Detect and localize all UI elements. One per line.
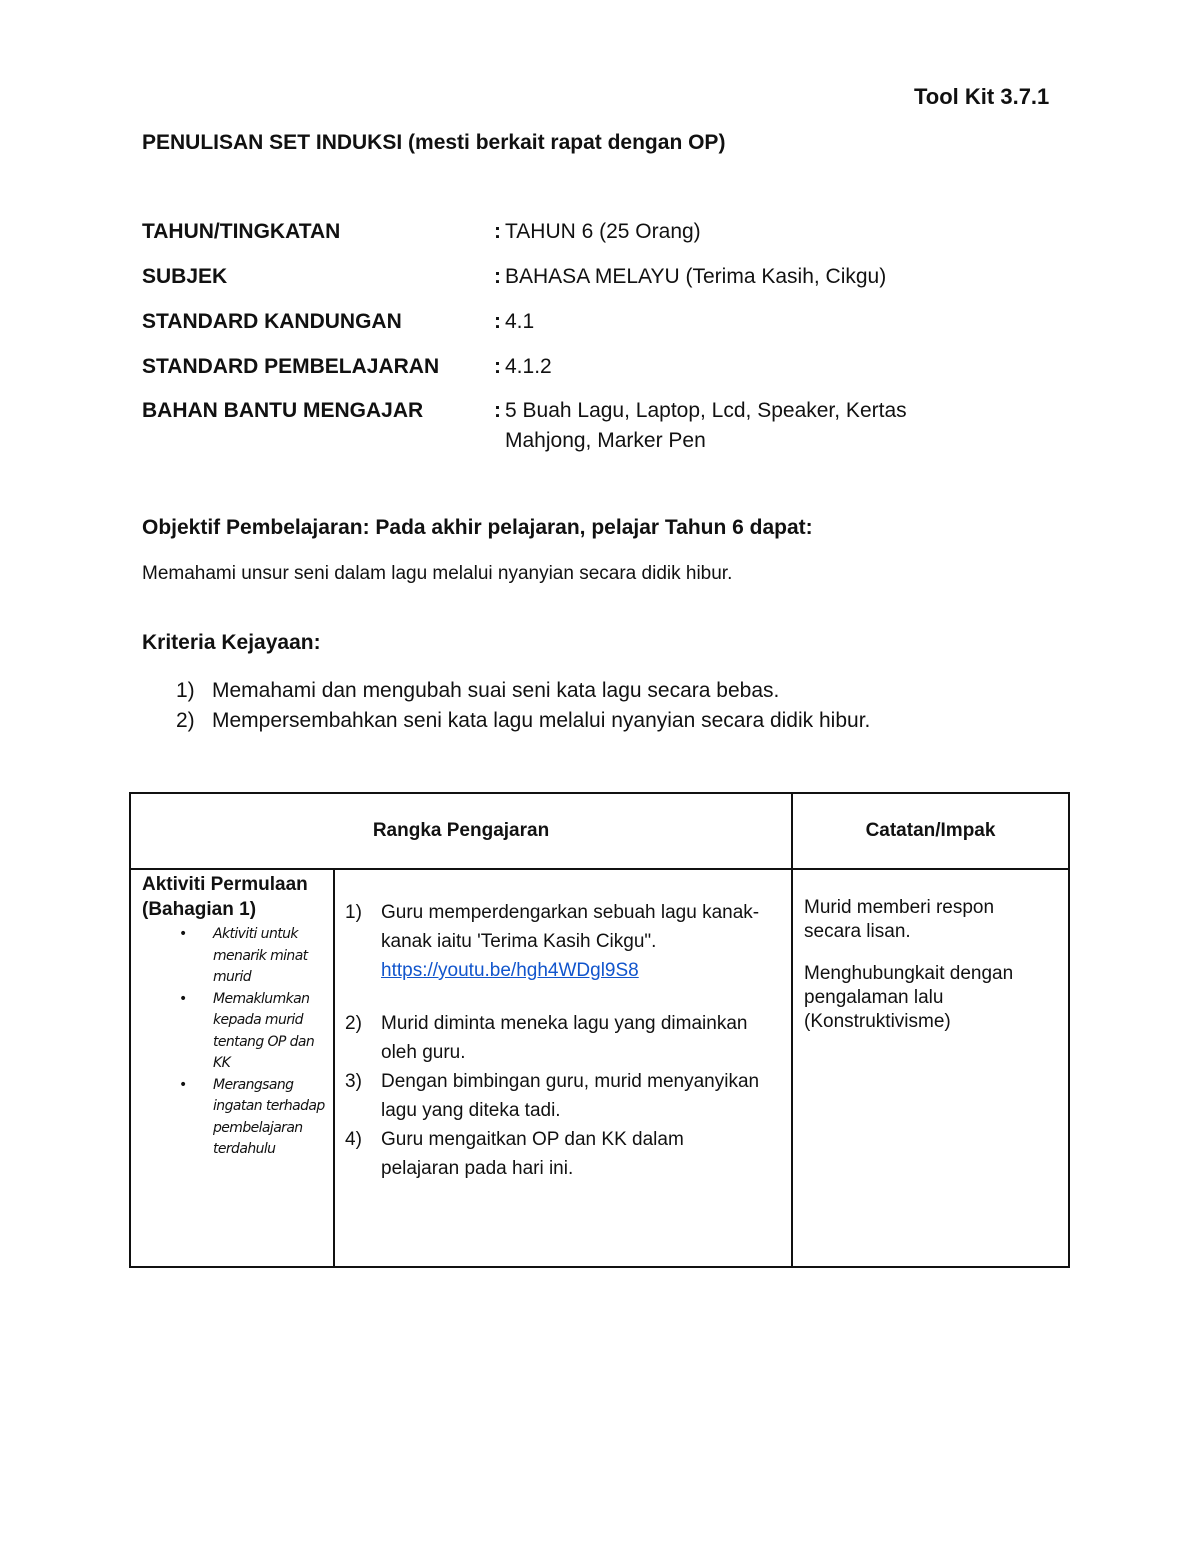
toolkit-label: Tool Kit 3.7.1 xyxy=(914,84,1050,109)
activity-cell xyxy=(130,869,334,1267)
list-number: 2) xyxy=(345,1013,362,1034)
step-text: Guru mengaitkan OP dan KK dalam pelajaran pada hari ini. xyxy=(381,1129,684,1179)
list-number: 1) xyxy=(176,679,195,702)
step-text: Murid diminta meneka lagu yang dimainkan oleh guru. xyxy=(381,1013,748,1063)
steps-cell xyxy=(334,869,792,1267)
meta-value-sk xyxy=(494,307,974,337)
step-text: Dengan bimbingan guru, murid menyanyikan lagu yang diteka tadi. xyxy=(381,1071,760,1121)
youtube-link[interactable]: https://youtu.be/hgh4WDgl9S8 xyxy=(381,960,639,981)
list-number: 3) xyxy=(345,1071,362,1092)
list-number: 2) xyxy=(176,709,195,732)
meta-value-text: 4.1 xyxy=(505,310,535,333)
list-text: Mempersembahkan seni kata lagu melalui nyanyian secara didik hibur. xyxy=(212,709,871,732)
header-catatan: Catatan/Impak xyxy=(792,793,1069,869)
table-row xyxy=(130,869,1069,1267)
list-number: 1) xyxy=(345,902,362,923)
criteria-heading: Kriteria Kejayaan: xyxy=(142,631,321,654)
colon: : xyxy=(494,220,501,243)
bullet-text: Memaklumkan kepada murid tentang OP dan KK xyxy=(213,990,315,1071)
note-text: Murid memberi respon secara lisan. xyxy=(804,897,995,942)
meta-label-tahun: TAHUN/TINGKATAN xyxy=(142,220,341,243)
steps-list xyxy=(335,870,791,1183)
meta-label-bbm: BAHAN BANTU MENGAJAR xyxy=(142,399,424,422)
step-content xyxy=(381,898,761,985)
step-text: Guru memperdengarkan sebuah lagu kanak-kanak iaitu 'Terima Kasih Cikgu". xyxy=(381,902,760,952)
bullet-icon: • xyxy=(179,1076,187,1093)
notes-cell xyxy=(792,869,1069,1267)
meta-value-text: BAHASA MELAYU (Terima Kasih, Cikgu) xyxy=(505,265,887,288)
list-item xyxy=(131,989,333,1075)
list-item xyxy=(131,1075,333,1161)
document-title: PENULISAN SET INDUKSI (mesti berkait rapat dengan OP) xyxy=(142,131,726,154)
colon: : xyxy=(494,355,501,378)
header-rangka: Rangka Pengajaran xyxy=(130,793,792,869)
objective-heading: Objektif Pembelajaran: Pada akhir pelajaran, pelajar Tahun 6 dapat: xyxy=(142,516,813,539)
meta-value-bbm xyxy=(494,396,974,456)
meta-label-sp: STANDARD PEMBELAJARAN xyxy=(142,355,440,378)
list-item xyxy=(345,1009,761,1067)
bullet-text: Merangsang ingatan terhadap pembelajaran terdahulu xyxy=(213,1076,325,1157)
colon: : xyxy=(494,310,501,333)
meta-value-subjek xyxy=(494,262,974,292)
bullet-text: Aktiviti untuk menarik minat murid xyxy=(213,926,308,985)
list-text: Memahami dan mengubah suai seni kata lagu secara bebas. xyxy=(212,679,780,702)
note-text: Menghubungkait dengan pengalaman lalu (Konstruktivisme) xyxy=(804,963,1014,1032)
activity-title: Aktiviti Permulaan (Bahagian 1) xyxy=(142,874,308,920)
bullet-icon: • xyxy=(179,926,187,942)
table-header-row xyxy=(130,793,1069,869)
meta-value-text: 4.1.2 xyxy=(505,355,552,378)
meta-value-text: 5 Buah Lagu, Laptop, Lcd, Speaker, Kertas Mahjong, Marker Pen xyxy=(505,399,907,452)
meta-value-text: TAHUN 6 (25 Orang) xyxy=(505,220,701,243)
meta-value-tahun xyxy=(494,217,974,247)
bullet-icon: • xyxy=(179,990,187,1007)
colon: : xyxy=(494,265,501,288)
meta-label-sk: STANDARD KANDUNGAN xyxy=(142,310,402,333)
list-item xyxy=(345,1067,761,1125)
meta-value-sp xyxy=(494,352,974,382)
list-item xyxy=(131,924,333,989)
objective-text: Memahami unsur seni dalam lagu melalui nyanyian secara didik hibur. xyxy=(142,563,733,584)
list-item xyxy=(176,706,870,736)
meta-label-subjek: SUBJEK xyxy=(142,265,228,288)
activity-bullets xyxy=(131,924,333,1161)
list-number: 4) xyxy=(345,1129,362,1150)
list-item xyxy=(345,898,761,985)
list-item xyxy=(176,676,870,706)
colon: : xyxy=(494,399,501,422)
criteria-list xyxy=(176,676,870,736)
notes xyxy=(793,870,1068,1034)
teaching-plan-table xyxy=(129,792,1070,1268)
list-item xyxy=(345,1125,761,1183)
